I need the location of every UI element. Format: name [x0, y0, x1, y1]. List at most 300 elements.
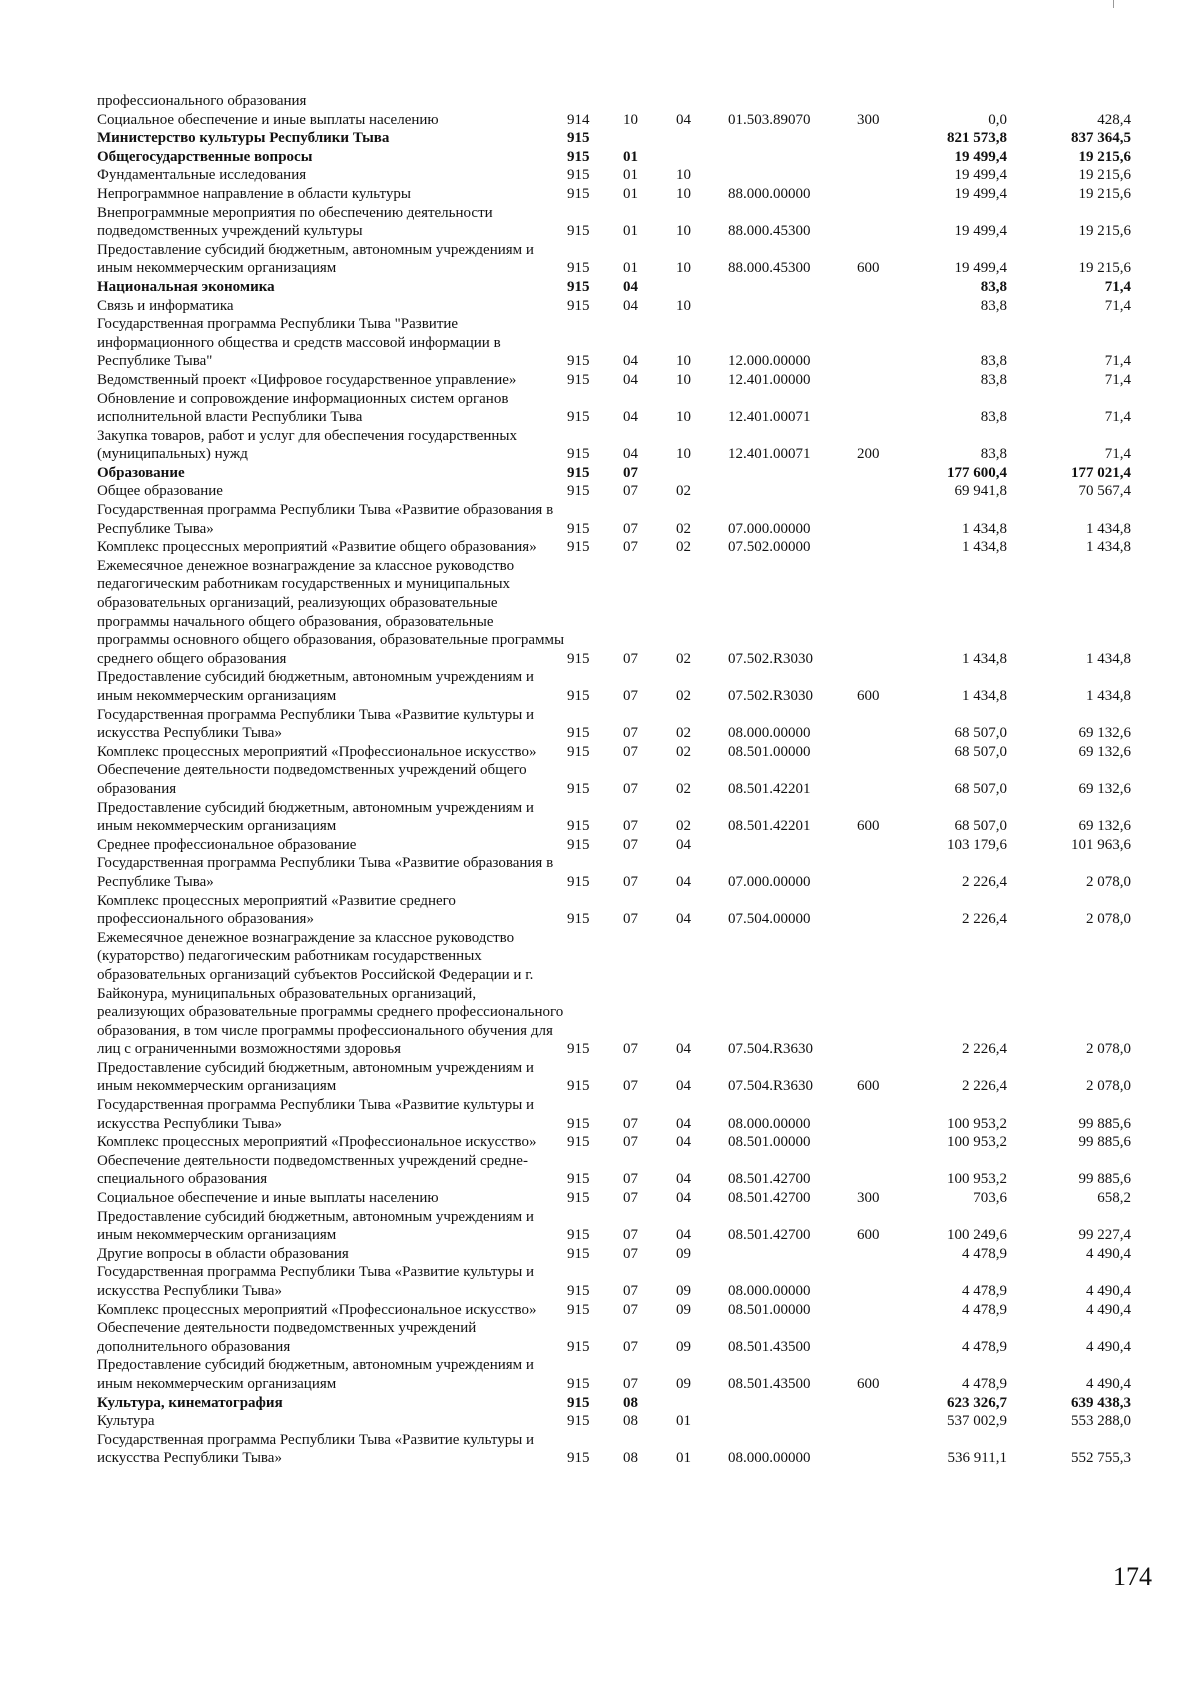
row-name: Комплекс процессных мероприятий «Профессиональное искусство»	[97, 1134, 537, 1151]
row-glav-code: 915	[567, 148, 590, 165]
row-amount-year-2: 71,4	[1104, 409, 1131, 426]
row-razdel-code: 01	[623, 223, 638, 240]
row-name: Министерство культуры Республики Тыва	[97, 130, 390, 147]
table-row	[97, 204, 1137, 241]
row-name: Комплекс процессных мероприятий «Профессиональное искусство»	[97, 1301, 537, 1318]
row-name: Предоставление субсидий бюджетным, автономным учреждениям и иным некоммерческим организациям	[97, 1059, 534, 1095]
row-name: Социальное обеспечение и иные выплаты населению	[97, 1190, 439, 1207]
row-expense-type-code: 600	[857, 1078, 880, 1095]
row-glav-code: 915	[567, 818, 590, 835]
row-podrazdel-code: 10	[676, 223, 691, 240]
row-expense-type-code: 300	[857, 1190, 880, 1207]
row-amount-year-2: 4 490,4	[1086, 1338, 1131, 1355]
row-amount-year-1: 537 002,9	[947, 1413, 1007, 1430]
row-expense-type-code: 300	[857, 111, 880, 128]
row-amount-year-1: 536 911,1	[947, 1450, 1007, 1467]
row-amount-year-2: 69 132,6	[1078, 818, 1131, 835]
table-row	[97, 1208, 1137, 1245]
row-razdel-code: 07	[623, 1245, 638, 1262]
row-amount-year-1: 2 226,4	[962, 873, 1007, 890]
row-amount-year-1: 19 499,4	[954, 148, 1007, 165]
row-name: Предоставление субсидий бюджетным, автономным учреждениям и иным некоммерческим организациям	[97, 669, 534, 704]
row-amount-year-2: 177 021,4	[1071, 464, 1131, 481]
row-razdel-code: 07	[623, 539, 638, 556]
row-target-article-code: 07.504.00000	[728, 911, 811, 928]
row-amount-year-1: 100 953,2	[947, 1171, 1007, 1188]
row-amount-year-1: 1 434,8	[962, 650, 1007, 667]
row-podrazdel-code: 10	[676, 371, 691, 388]
row-expense-type-code	[857, 501, 915, 538]
row-target-article-code: 07.000.00000	[728, 873, 811, 890]
row-target-article-code	[722, 278, 857, 297]
row-expense-type-code: 200	[857, 446, 880, 463]
row-expense-type-code	[857, 538, 915, 557]
row-name: Комплекс процессных мероприятий «Профессиональное искусство»	[97, 743, 537, 760]
row-amount-year-2: 69 132,6	[1078, 743, 1131, 760]
row-name: Связь и информатика	[97, 297, 234, 314]
row-amount-year-2: 2 078,0	[1086, 1078, 1131, 1095]
table-row	[97, 836, 1137, 855]
row-name: Фундаментальные исследования	[97, 167, 307, 184]
row-glav-code: 915	[567, 130, 590, 147]
row-amount-year-2: 1 434,8	[1086, 520, 1131, 537]
row-glav-code: 915	[567, 185, 590, 202]
table-row	[97, 799, 1137, 836]
row-glav-code: 915	[567, 1078, 590, 1095]
row-target-article-code: 08.000.00000	[728, 725, 811, 742]
row-amount-year-1: 0,0	[988, 111, 1007, 128]
row-amount-year-2: 1 434,8	[1086, 688, 1131, 704]
row-glav-code: 915	[567, 1227, 590, 1244]
row-razdel-code: 07	[623, 725, 638, 742]
row-expense-type-code	[857, 1394, 915, 1413]
row-podrazdel-code: 01	[676, 1413, 691, 1430]
row-amount-year-2: 69 132,6	[1078, 780, 1131, 797]
row-razdel-code: 07	[623, 780, 638, 797]
table-row	[97, 129, 1137, 148]
row-amount-year-2: 553 288,0	[1071, 1413, 1131, 1430]
row-amount-year-2: 99 885,6	[1078, 1134, 1131, 1151]
row-amount-year-2: 99 885,6	[1078, 1115, 1131, 1132]
row-razdel-code: 07	[623, 873, 638, 890]
row-name: Ежемесячное денежное вознаграждение за классное руководство педагогическим работникам государственных и муниципальных образовательных организаций, реализующих образовательные программы начального общего образования, образовательные программы основного общего образования, образовательные программы среднего общего образования	[97, 557, 565, 667]
row-name: Национальная экономика	[97, 278, 275, 295]
row-glav-code: 915	[567, 223, 590, 240]
row-target-article-code	[722, 129, 857, 148]
row-amount-year-2: 69 132,6	[1078, 725, 1131, 742]
row-glav-code: 915	[567, 1394, 590, 1411]
table-row	[97, 743, 1137, 762]
row-glav-code: 915	[567, 278, 590, 295]
row-target-article-code: 07.000.00000	[728, 520, 811, 537]
table-row	[97, 761, 1137, 798]
row-amount-year-2: 70 567,4	[1078, 483, 1131, 500]
row-name: Социальное обеспечение и иные выплаты населению	[97, 111, 439, 128]
row-podrazdel-code: 04	[676, 1227, 691, 1244]
row-expense-type-code	[857, 1096, 915, 1133]
row-amount-year-1: 83,8	[980, 371, 1007, 388]
row-name: Культура	[97, 1413, 155, 1430]
row-name: Ежемесячное денежное вознаграждение за классное руководство (кураторство) педагогическим работникам государственных образовательных организаций субъектов Российской Федерации и г. Байконура, муниципальных образовательных организаций, реализующих образовательные программы среднего профессионального образования, в том числе программы профессионального обучения для лиц с ограниченными возможностями здоровья	[97, 929, 564, 1058]
row-glav-code: 915	[567, 1190, 590, 1207]
row-target-article-code: 08.501.43500	[728, 1375, 811, 1392]
row-target-article-code: 07.502.00000	[728, 539, 811, 556]
row-name: Предоставление субсидий бюджетным, автономным учреждениям и иным некоммерческим организациям	[97, 241, 534, 277]
row-amount-year-1: 83,8	[980, 353, 1007, 370]
row-glav-code: 915	[567, 539, 590, 556]
row-name: Предоставление субсидий бюджетным, автономным учреждениям и иным некоммерческим организациям	[97, 799, 534, 835]
row-podrazdel-code: 04	[676, 1041, 691, 1058]
row-razdel-code: 04	[623, 353, 638, 370]
table-row	[97, 557, 1137, 669]
row-expense-type-code	[857, 278, 915, 297]
table-row	[97, 315, 1137, 371]
table-row	[97, 427, 1137, 464]
row-expense-type-code	[857, 129, 915, 148]
row-target-article-code: 08.501.42201	[728, 780, 811, 797]
row-name: Закупка товаров, работ и услуг для обеспечения государственных (муниципальных) нужд	[97, 427, 518, 463]
row-podrazdel-code: 04	[676, 1190, 691, 1207]
row-target-article-code: 08.501.43500	[728, 1338, 811, 1355]
row-amount-year-1: 19 499,4	[954, 167, 1007, 184]
row-expense-type-code	[857, 1263, 915, 1300]
row-expense-type-code: 600	[857, 818, 880, 835]
row-razdel-code: 07	[623, 650, 638, 667]
row-expense-type-code	[857, 166, 915, 185]
row-target-article-code: 12.401.00000	[728, 371, 811, 388]
row-amount-year-2: 658,2	[1097, 1190, 1131, 1207]
table-row	[97, 1301, 1137, 1320]
row-amount-year-1: 69 941,8	[954, 483, 1007, 500]
row-expense-type-code	[857, 892, 915, 929]
row-name: Среднее профессиональное образование	[97, 836, 357, 853]
row-amount-year-1: 83,8	[980, 409, 1007, 426]
row-amount-year-1: 68 507,0	[954, 725, 1007, 742]
row-amount-year-1: 19 499,4	[954, 185, 1007, 202]
table-row	[97, 1431, 1137, 1468]
row-razdel-code: 07	[623, 520, 638, 537]
row-amount-year-2: 71,4	[1104, 278, 1131, 295]
row-amount-year-1: 4 478,9	[962, 1283, 1007, 1299]
table-row	[97, 92, 1137, 111]
table-row	[97, 854, 1137, 891]
row-name: Государственная программа Республики Тыва «Развитие культуры и искусства Республики Тыва»	[97, 1097, 535, 1132]
table-row	[97, 185, 1137, 204]
row-amount-year-2: 71,4	[1104, 353, 1131, 370]
row-podrazdel-code: 09	[676, 1338, 691, 1355]
row-razdel-code: 07	[623, 743, 638, 760]
row-razdel-code: 07	[623, 464, 638, 481]
row-amount-year-1: 4 478,9	[962, 1338, 1007, 1355]
row-name: Государственная программа Республики Тыва «Развитие культуры и искусства Республики Тыва»	[97, 1431, 535, 1467]
row-target-article-code: 88.000.00000	[728, 185, 811, 202]
row-podrazdel-code: 10	[676, 185, 691, 202]
row-amount-year-1: 177 600,4	[947, 464, 1007, 481]
row-podrazdel-code	[676, 278, 722, 297]
row-glav-code: 915	[567, 873, 590, 890]
row-target-article-code	[722, 482, 857, 501]
budget-table-body	[97, 92, 1137, 1468]
row-razdel-code: 04	[623, 297, 638, 314]
row-razdel-code: 07	[623, 1041, 638, 1058]
row-expense-type-code	[857, 1431, 915, 1468]
row-amount-year-2: 19 215,6	[1078, 185, 1131, 202]
row-amount-year-2: 99 885,6	[1078, 1171, 1131, 1188]
row-amount-year-1: 821 573,8	[947, 130, 1007, 147]
row-razdel-code: 07	[623, 836, 638, 853]
row-name: Ведомственный проект «Цифровое государственное управление»	[97, 371, 517, 388]
row-glav-code: 915	[567, 464, 590, 481]
table-row	[97, 297, 1137, 316]
row-amount-year-2: 19 215,6	[1078, 260, 1131, 277]
table-row	[97, 538, 1137, 557]
row-amount-year-1: 68 507,0	[954, 818, 1007, 835]
row-amount-year-1: 1 434,8	[962, 520, 1007, 537]
row-podrazdel-code: 04	[676, 1078, 691, 1095]
row-podrazdel-code	[676, 92, 722, 111]
row-podrazdel-code: 10	[676, 353, 691, 370]
row-expense-type-code	[857, 1319, 915, 1356]
table-row	[97, 464, 1137, 483]
row-podrazdel-code: 04	[676, 111, 691, 128]
row-amount-year-2: 4 490,4	[1086, 1301, 1131, 1318]
row-amount-year-1: 1 434,8	[962, 688, 1007, 704]
row-glav-code: 915	[567, 520, 590, 537]
row-razdel-code: 08	[623, 1394, 638, 1411]
row-target-article-code: 08.501.00000	[728, 1301, 811, 1318]
row-expense-type-code	[857, 482, 915, 501]
row-name: Образование	[97, 464, 185, 481]
row-podrazdel-code	[676, 148, 722, 167]
row-name: Комплекс процессных мероприятий «Развитие среднего профессионального образования»	[97, 892, 456, 928]
row-target-article-code: 12.000.00000	[728, 353, 811, 370]
row-razdel-code: 07	[623, 1078, 638, 1095]
row-razdel-code: 07	[623, 1171, 638, 1188]
table-row	[97, 1096, 1137, 1133]
row-amount-year-2: 2 078,0	[1086, 911, 1131, 928]
table-row	[97, 1133, 1137, 1152]
row-glav-code: 915	[567, 1283, 590, 1299]
row-podrazdel-code: 02	[676, 520, 691, 537]
row-amount-year-2: 4 490,4	[1086, 1283, 1131, 1299]
row-target-article-code: 08.000.00000	[728, 1283, 811, 1299]
table-row	[97, 892, 1137, 929]
row-name: Предоставление субсидий бюджетным, автономным учреждениям и иным некоммерческим организациям	[97, 1208, 534, 1244]
row-expense-type-code	[857, 1245, 915, 1264]
scan-edge-mark	[1113, 0, 1114, 8]
row-glav-code: 915	[567, 1413, 590, 1430]
row-target-article-code	[722, 464, 857, 483]
row-razdel-code: 07	[623, 1227, 638, 1244]
row-name: Государственная программа Республики Тыва «Развитие культуры и искусства Республики Тыва»	[97, 706, 535, 742]
row-expense-type-code	[857, 390, 915, 427]
row-amount-year-1: 68 507,0	[954, 743, 1007, 760]
row-glav-code: 914	[567, 111, 590, 128]
row-amount-year-2: 101 963,6	[1071, 836, 1131, 853]
row-name: Обеспечение деятельности подведомственных учреждений общего образования	[97, 762, 527, 797]
row-glav-code: 915	[567, 1338, 590, 1355]
row-glav-code: 915	[567, 743, 590, 760]
row-target-article-code	[722, 148, 857, 167]
row-podrazdel-code: 02	[676, 818, 691, 835]
row-expense-type-code: 600	[857, 260, 880, 277]
row-amount-year-1: 68 507,0	[954, 780, 1007, 797]
row-amount-year-1: 2 226,4	[962, 1041, 1007, 1058]
row-amount-year-2: 99 227,4	[1078, 1227, 1131, 1244]
row-target-article-code: 12.401.00071	[728, 446, 811, 463]
row-expense-type-code	[857, 315, 915, 371]
row-expense-type-code	[857, 371, 915, 390]
row-name: Государственная программа Республики Тыва «Развитие культуры и искусства Республики Тыва»	[97, 1264, 535, 1299]
row-expense-type-code	[857, 1412, 915, 1431]
row-expense-type-code: 600	[857, 688, 880, 704]
row-name: Культура, кинематография	[97, 1394, 283, 1411]
row-amount-year-1: 4 478,9	[962, 1375, 1007, 1392]
row-amount-year-2	[1025, 92, 1137, 111]
row-expense-type-code	[857, 185, 915, 204]
row-target-article-code: 08.501.00000	[728, 1134, 811, 1151]
row-podrazdel-code: 04	[676, 836, 691, 853]
table-row	[97, 390, 1137, 427]
row-amount-year-2: 1 434,8	[1086, 539, 1131, 556]
row-podrazdel-code: 02	[676, 743, 691, 760]
row-razdel-code: 01	[623, 260, 638, 277]
row-podrazdel-code: 10	[676, 167, 691, 184]
row-razdel-code: 04	[623, 278, 638, 295]
row-amount-year-1: 2 226,4	[962, 1078, 1007, 1095]
row-expense-type-code	[857, 204, 915, 241]
row-target-article-code: 08.501.42700	[728, 1171, 811, 1188]
row-amount-year-1	[915, 92, 1025, 111]
row-razdel-code: 08	[623, 1413, 638, 1430]
row-expense-type-code	[857, 836, 915, 855]
row-expense-type-code	[857, 557, 915, 669]
row-amount-year-2: 639 438,3	[1071, 1394, 1131, 1411]
row-glav-code: 915	[567, 836, 590, 853]
row-amount-year-2: 552 755,3	[1071, 1450, 1131, 1467]
row-expense-type-code	[857, 1152, 915, 1189]
row-razdel-code: 07	[623, 1338, 638, 1355]
row-glav-code: 915	[567, 167, 590, 184]
row-amount-year-1: 103 179,6	[947, 836, 1007, 853]
row-amount-year-1: 100 249,6	[947, 1227, 1007, 1244]
table-row	[97, 929, 1137, 1059]
row-name: Государственная программа Республики Тыва «Развитие образования в Республике Тыва»	[97, 502, 554, 537]
row-podrazdel-code: 09	[676, 1301, 691, 1318]
row-amount-year-2: 428,4	[1097, 111, 1131, 128]
row-razdel-code: 01	[623, 185, 638, 202]
row-razdel-code: 07	[623, 1375, 638, 1392]
row-podrazdel-code: 09	[676, 1245, 691, 1262]
row-glav-code: 915	[567, 483, 590, 500]
row-razdel-code: 07	[623, 818, 638, 835]
row-target-article-code: 07.504.R3630	[728, 1041, 814, 1058]
table-row	[97, 1412, 1137, 1431]
row-amount-year-1: 623 326,7	[947, 1394, 1007, 1411]
row-name: Государственная программа Республики Тыва «Развитие образования в Республике Тыва»	[97, 855, 554, 890]
row-glav-code: 915	[567, 1450, 590, 1467]
row-glav-code: 915	[567, 1245, 590, 1262]
row-glav-code: 915	[567, 353, 590, 370]
table-row	[97, 706, 1137, 743]
row-amount-year-2: 4 490,4	[1086, 1245, 1131, 1262]
row-amount-year-1: 100 953,2	[947, 1134, 1007, 1151]
row-glav-code: 915	[567, 1375, 590, 1392]
row-amount-year-2: 19 215,6	[1078, 167, 1131, 184]
table-row	[97, 1245, 1137, 1264]
row-podrazdel-code: 02	[676, 483, 691, 500]
row-amount-year-1: 19 499,4	[954, 223, 1007, 240]
row-expense-type-code	[857, 1301, 915, 1320]
table-row	[97, 1189, 1137, 1208]
row-target-article-code: 07.502.R3030	[728, 688, 814, 704]
row-amount-year-1: 100 953,2	[947, 1115, 1007, 1132]
row-podrazdel-code: 01	[676, 1450, 691, 1467]
page-number: 174	[1113, 1562, 1152, 1591]
table-row	[97, 1319, 1137, 1356]
row-amount-year-1: 83,8	[980, 446, 1007, 463]
row-glav-code: 915	[567, 446, 590, 463]
row-name: Обновление и сопровождение информационных систем органов исполнительной власти Республики Тыва	[97, 390, 509, 426]
row-glav-code: 915	[567, 1134, 590, 1151]
row-target-article-code: 08.501.42700	[728, 1190, 811, 1207]
row-amount-year-1: 4 478,9	[962, 1245, 1007, 1262]
table-row	[97, 371, 1137, 390]
row-glav-code: 915	[567, 409, 590, 426]
row-target-article-code: 08.000.00000	[728, 1450, 811, 1467]
row-target-article-code: 88.000.45300	[728, 223, 811, 240]
row-amount-year-2: 2 078,0	[1086, 1041, 1131, 1058]
row-name: профессионального образования	[97, 93, 307, 109]
row-podrazdel-code: 02	[676, 539, 691, 556]
row-podrazdel-code: 02	[676, 725, 691, 742]
row-name: Обеспечение деятельности подведомственных учреждений средне-специального образования	[97, 1152, 528, 1188]
row-name: Государственная программа Республики Тыва "Развитие информационного общества и средств массовой информации в Республике Тыва"	[97, 316, 501, 370]
table-row	[97, 1059, 1137, 1096]
row-amount-year-2: 1 434,8	[1086, 650, 1131, 667]
row-target-article-code: 08.501.42700	[728, 1227, 811, 1244]
row-razdel-code	[623, 92, 676, 111]
row-expense-type-code	[857, 854, 915, 891]
row-podrazdel-code: 02	[676, 650, 691, 667]
row-expense-type-code	[857, 929, 915, 1059]
row-razdel-code: 07	[623, 1134, 638, 1151]
row-amount-year-2: 19 215,6	[1078, 148, 1131, 165]
row-glav-code: 915	[567, 911, 590, 928]
row-glav-code: 915	[567, 780, 590, 797]
row-expense-type-code: 600	[857, 1375, 880, 1392]
row-target-article-code	[722, 1394, 857, 1413]
row-podrazdel-code: 04	[676, 873, 691, 890]
row-target-article-code: 01.503.89070	[728, 111, 811, 128]
row-amount-year-2: 4 490,4	[1086, 1375, 1131, 1392]
row-amount-year-1: 2 226,4	[962, 911, 1007, 928]
table-row	[97, 1263, 1137, 1300]
row-razdel-code	[623, 129, 676, 148]
row-razdel-code: 07	[623, 483, 638, 500]
row-razdel-code: 04	[623, 446, 638, 463]
row-amount-year-1: 703,6	[973, 1190, 1007, 1207]
row-name: Внепрограммные мероприятия по обеспечению деятельности подведомственных учреждений культуры	[97, 204, 493, 240]
row-name: Общегосударственные вопросы	[97, 148, 313, 165]
row-expense-type-code	[857, 92, 915, 111]
table-row	[97, 166, 1137, 185]
row-amount-year-2: 71,4	[1104, 446, 1131, 463]
row-razdel-code: 07	[623, 1115, 638, 1132]
row-expense-type-code: 600	[857, 1227, 880, 1244]
row-expense-type-code	[857, 761, 915, 798]
row-razdel-code: 01	[623, 148, 638, 165]
